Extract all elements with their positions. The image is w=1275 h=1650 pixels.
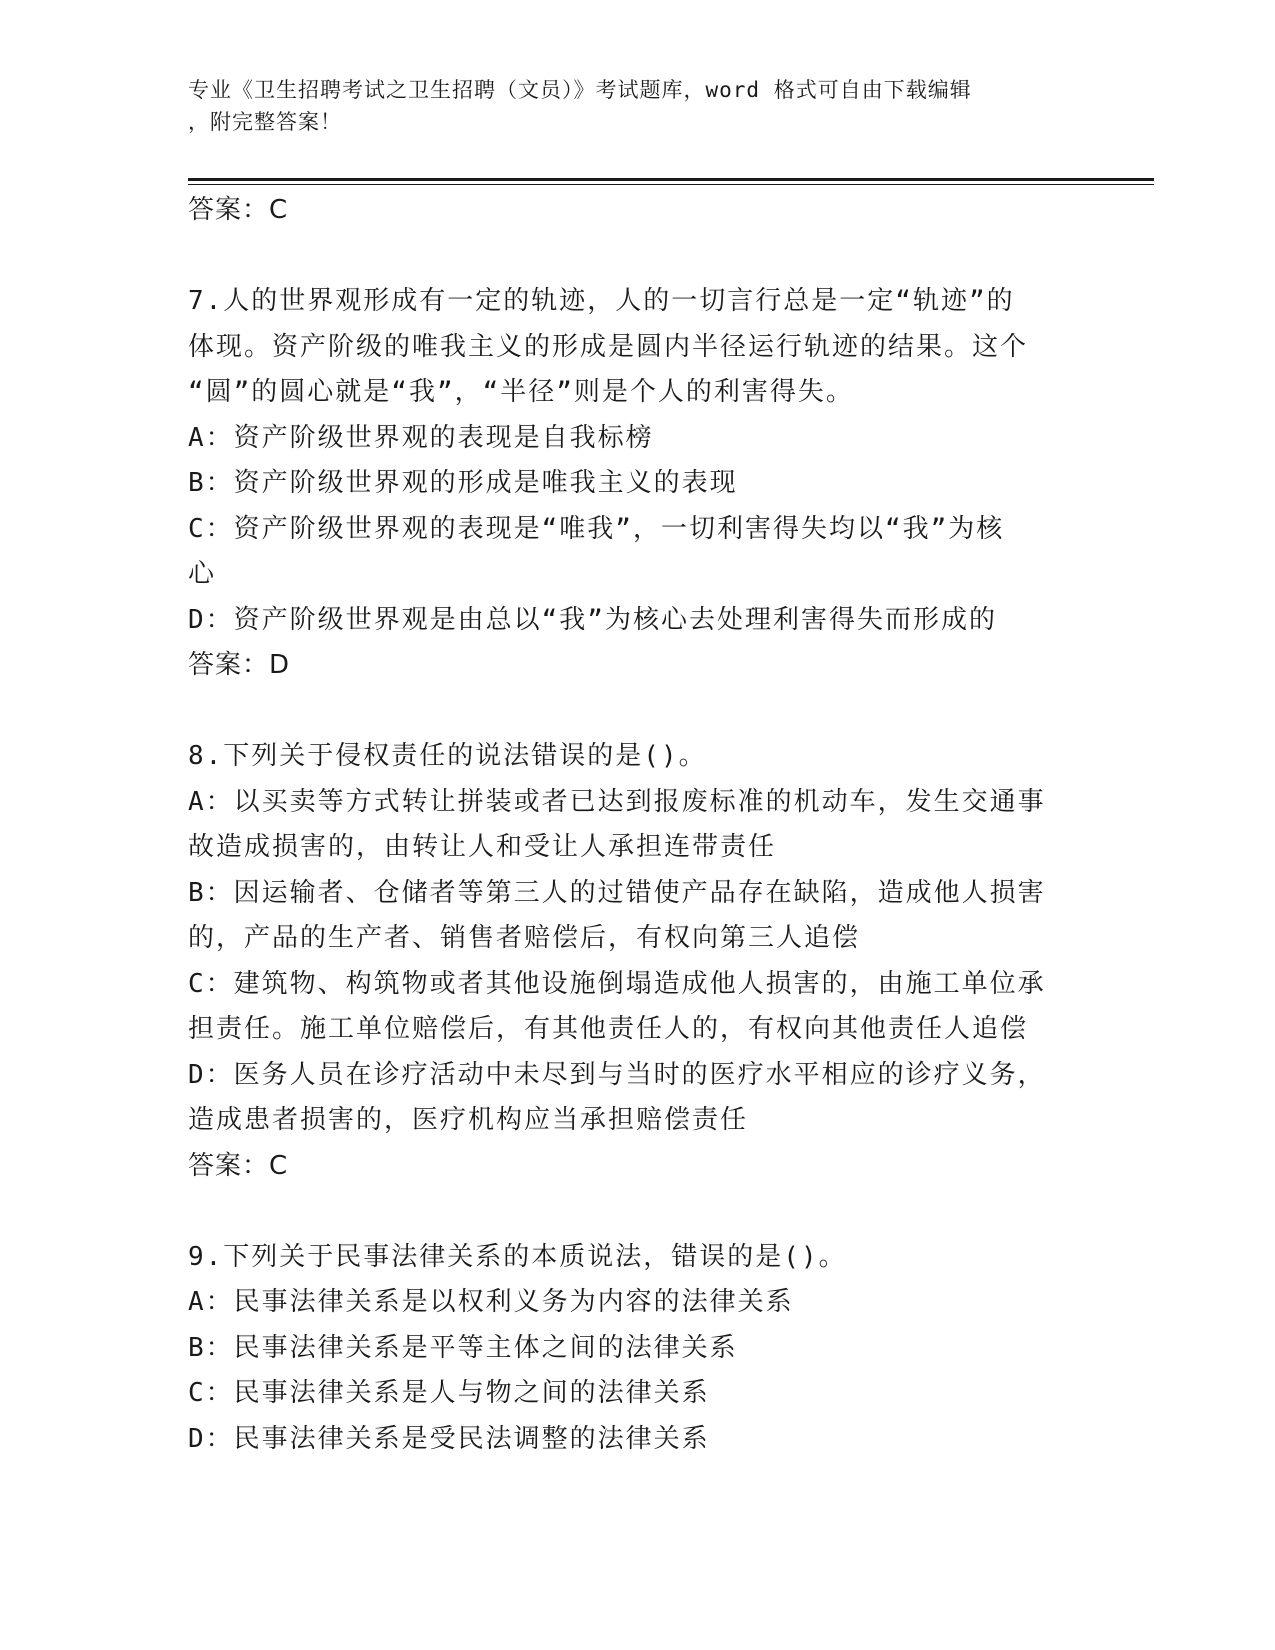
question-7-answer: 答案：D: [188, 650, 291, 680]
question-7-stem-line-1: 7.人的世界观形成有一定的轨迹，人的一切言行总是一定“轨迹”的: [188, 286, 1015, 316]
question-8-option-d-line-1: D：医务人员在诊疗活动中未尽到与当时的医疗水平相应的诊疗义务，: [188, 1059, 1046, 1090]
question-7-option-c-line-1: C：资产阶级世界观的表现是“唯我”，一切利害得失均以“我”为核: [188, 513, 1005, 544]
question-8-option-a-line-1: A：以买卖等方式转让拼装或者已达到报废标准的机动车，发生交通事: [188, 786, 1046, 817]
question-7-option-b: B：资产阶级世界观的形成是唯我主义的表现: [188, 468, 738, 498]
question-7-option-a: A：资产阶级世界观的表现是自我标榜: [188, 422, 654, 453]
question-8-option-b-line-2: 的，产品的生产者、销售者赔偿后，有权向第三人追偿: [188, 923, 861, 953]
question-9-option-a: A：民事法律关系是以权利义务为内容的法律关系: [188, 1287, 794, 1317]
question-7: [188, 279, 1088, 689]
question-8: [188, 734, 1088, 1189]
question-8-option-a-line-2: 故造成损害的，由转让人和受让人承担连带责任: [188, 832, 777, 862]
spacer: [188, 1189, 1088, 1235]
question-8-answer: 答案：C: [188, 1150, 289, 1181]
question-7-option-d: D：资产阶级世界观是由总以“我”为核心去处理利害得失而形成的: [188, 604, 997, 635]
document-body: [188, 188, 1088, 1462]
question-8-option-c-line-1: C：建筑物、构筑物或者其他设施倒塌造成他人损害的，由施工单位承: [188, 968, 1046, 999]
question-9-option-c: C：民事法律关系是人与物之间的法律关系: [188, 1378, 710, 1408]
header-line-2: ，附完整答案！: [188, 110, 342, 134]
question-9-option-d: D：民事法律关系是受民法调整的法律关系: [188, 1423, 710, 1454]
question-8-option-d-line-2: 造成患者损害的，医疗机构应当承担赔偿责任: [188, 1105, 749, 1135]
question-8-option-b-line-1: B：因运输者、仓储者等第三人的过错使产品存在缺陷，造成他人损害: [188, 877, 1046, 908]
question-7-stem-line-3: “圆”的圆心就是“我”，“半径”则是个人的利害得失。: [188, 377, 854, 407]
header-rule-thin: [188, 184, 1154, 185]
question-8-stem: 8.下列关于侵权责任的说法错误的是()。: [188, 741, 707, 771]
page-header: [188, 74, 1068, 138]
question-9-option-b: B：民事法律关系是平等主体之间的法律关系: [188, 1332, 738, 1363]
question-7-option-c-line-2: 心: [188, 559, 217, 589]
spacer: [188, 234, 1088, 280]
answer-previous: 答案：C: [188, 195, 289, 225]
header-rule-thick: [188, 178, 1154, 181]
question-8-option-c-line-2: 担责任。施工单位赔偿后，有其他责任人的，有权向其他责任人追偿: [188, 1014, 1029, 1044]
question-7-stem-line-2: 体现。资产阶级的唯我主义的形成是圆内半径运行轨迹的结果。这个: [188, 331, 1029, 362]
question-9: [188, 1235, 1088, 1463]
header-line-1: 专业《卫生招聘考试之卫生招聘（文员）》考试题库，word 格式可自由下载编辑: [188, 78, 972, 102]
question-9-stem: 9.下列关于民事法律关系的本质说法，错误的是()。: [188, 1241, 847, 1272]
spacer: [188, 689, 1088, 735]
